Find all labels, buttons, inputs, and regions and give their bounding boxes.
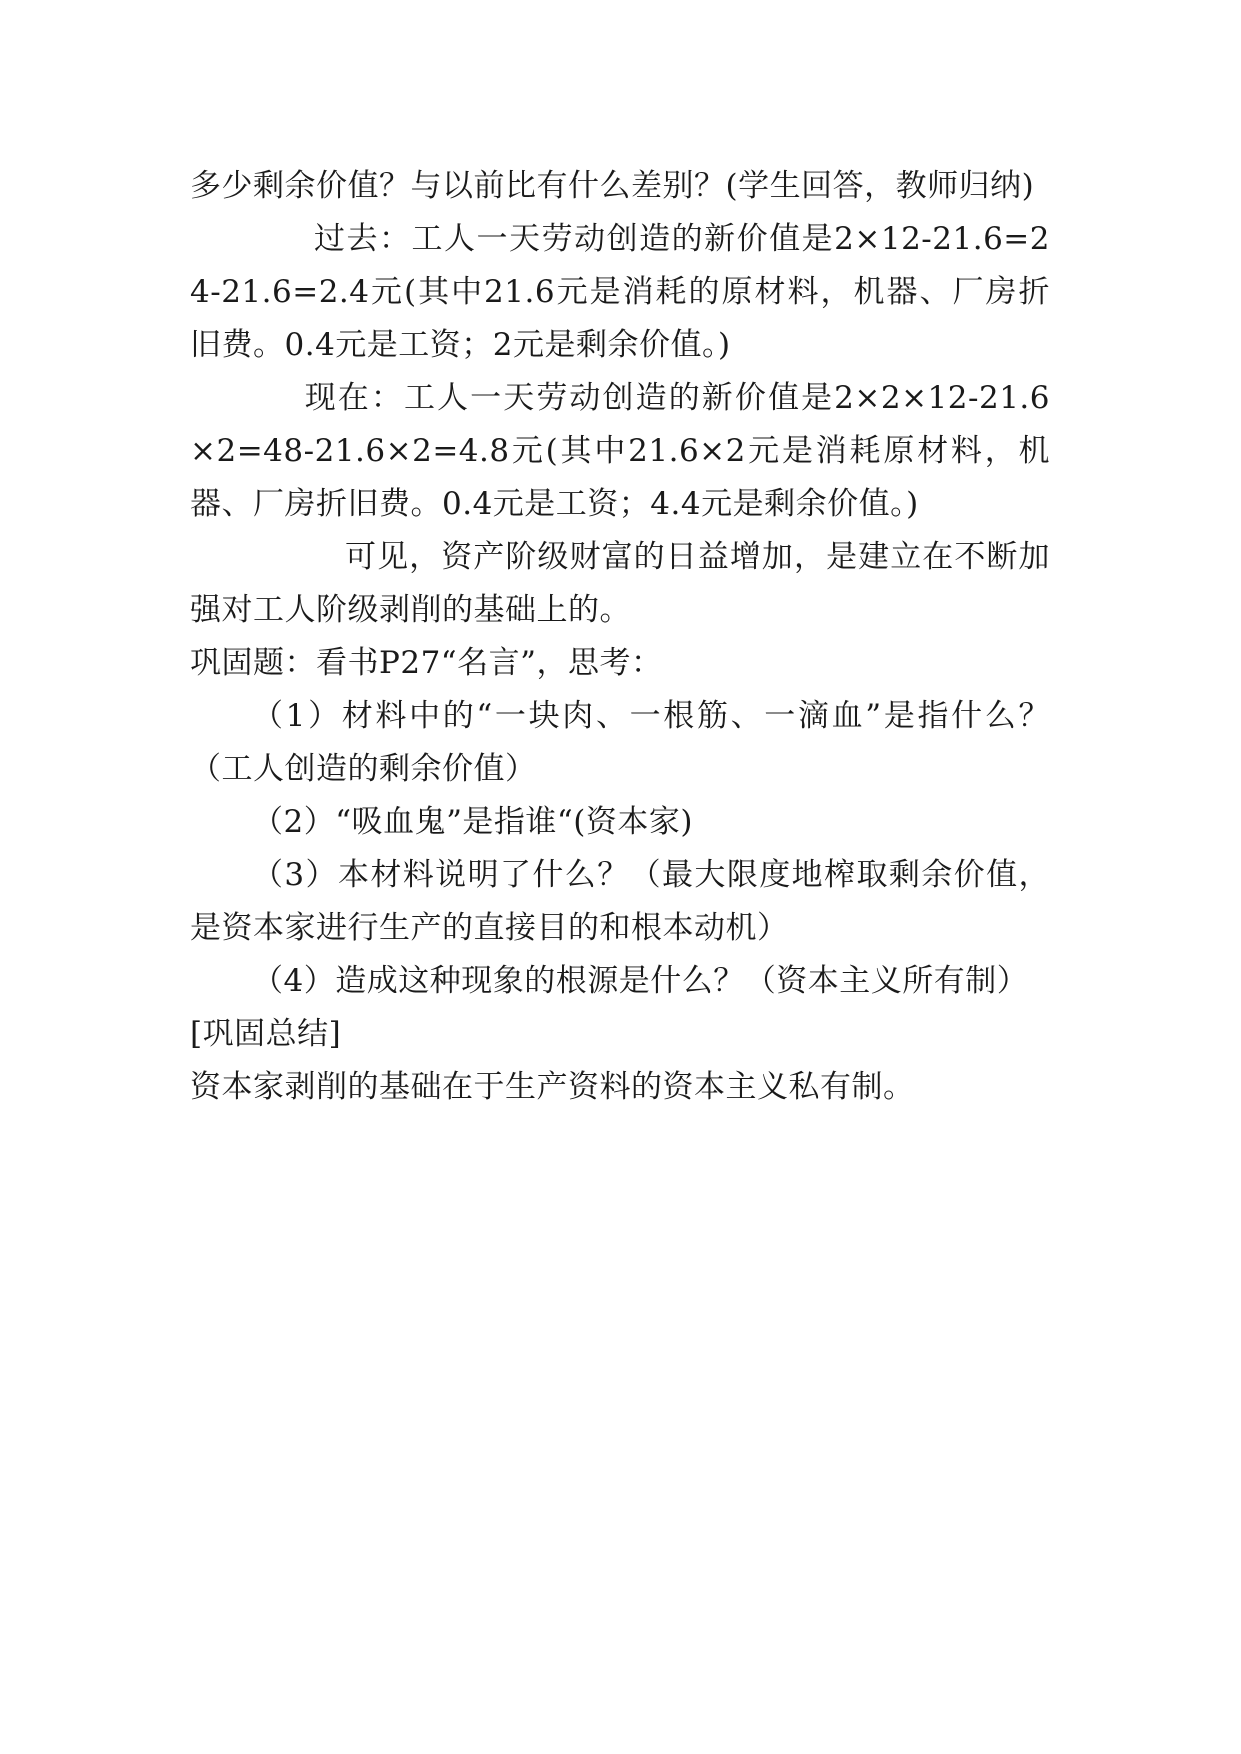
paragraph-past-calculation: 过去：工人一天劳动创造的新价值是2×12-21.6=24-21.6=2.4元(其中21.6元是消耗的原材料，机器、厂房折旧费。0.4元是工资；2元是剩余价值。): [190, 221, 1050, 363]
paragraph-question-2: （2）“吸血鬼”是指谁“(资本家): [252, 804, 693, 840]
paragraph-summary: 资本家剥削的基础在于生产资料的资本主义私有制。: [190, 1069, 915, 1105]
paragraph-question-intro: 多少剩余价值？与以前比有什么差别？(学生回答，教师归纳): [190, 168, 1035, 204]
paragraph-present-calculation: 现在：工人一天劳动创造的新价值是2×2×12-21.6×2=48-21.6×2=4.8元(其中21.6×2元是消耗原材料，机器、厂房折旧费。0.4元是工资；4.4元是剩余价值。): [190, 380, 1050, 522]
paragraph-question-1: （1）材料中的“一块肉、一根筋、一滴血”是指什么？（工人创造的剩余价值）: [190, 698, 1050, 787]
document-body: [190, 160, 1050, 1114]
paragraph-question-4: （4）造成这种现象的根源是什么？（资本主义所有制）: [252, 963, 1029, 999]
paragraph-summary-heading: [巩固总结]: [190, 1016, 342, 1052]
paragraph-question-3: （3）本材料说明了什么？（最大限度地榨取剩余价值，是资本家进行生产的直接目的和根本动机）: [190, 857, 1050, 946]
paragraph-exercise-heading: 巩固题：看书P27“名言”，思考：: [190, 645, 663, 681]
paragraph-conclusion: 可见，资产阶级财富的日益增加，是建立在不断加强对工人阶级剥削的基础上的。: [190, 539, 1050, 628]
